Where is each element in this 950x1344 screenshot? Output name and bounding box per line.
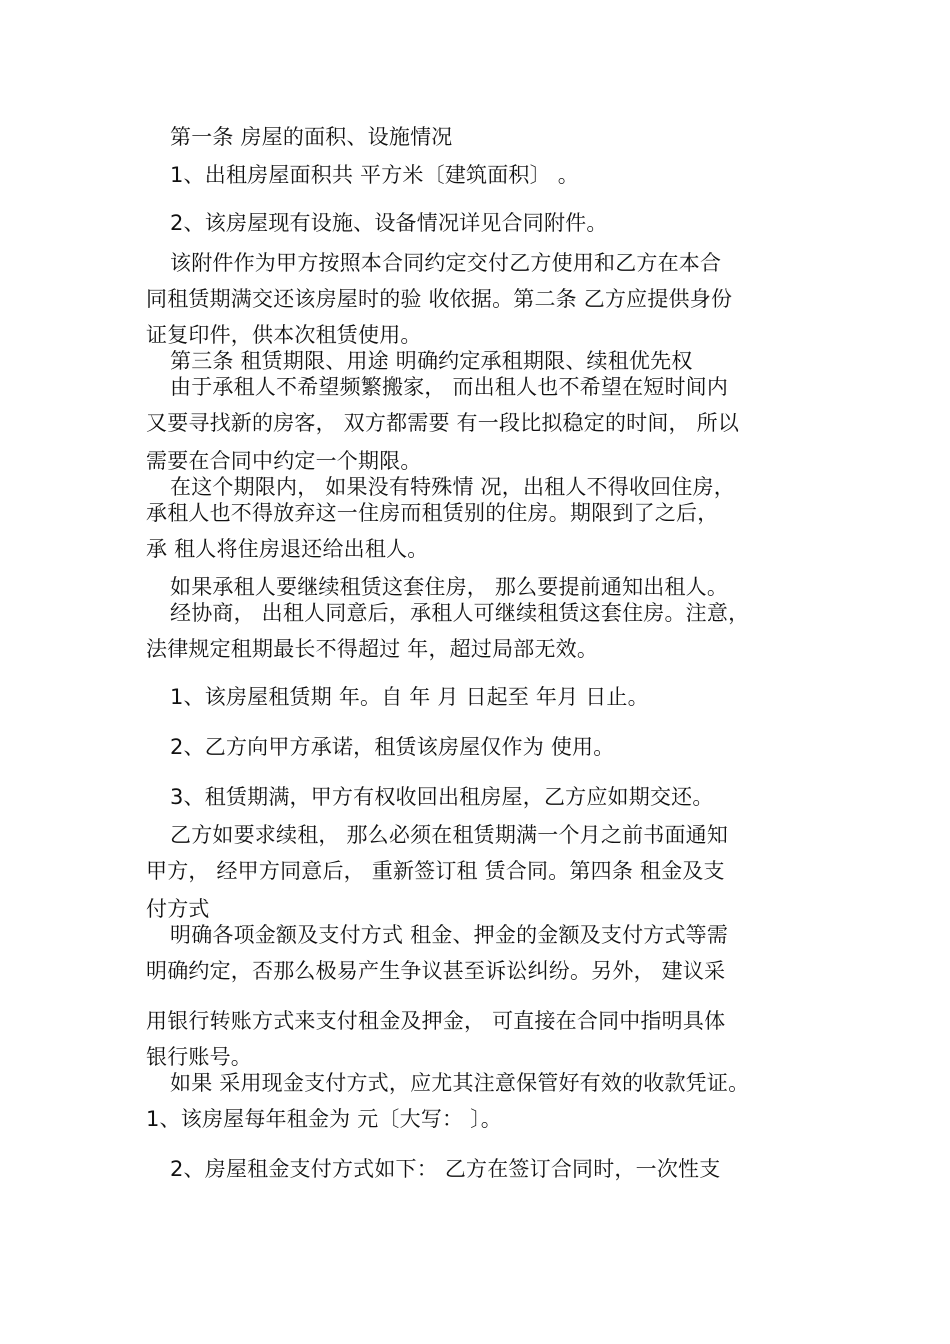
text-line: 证复印件，供本次租赁使用。: [146, 323, 422, 347]
text-line: 1、出租房屋面积共 平方米〔建筑面积〕 。: [170, 163, 579, 187]
text-line: 1、该房屋租赁期 年。自 年 月 日起至 年月 日止。: [170, 685, 649, 709]
text-line: 2、该房屋现有设施、设备情况详见合同附件。: [170, 211, 608, 235]
text-line: 需要在合同中约定一个期限。: [146, 449, 422, 473]
text-line: 该附件作为甲方按照本合同约定交付乙方使用和乙方在本合: [170, 251, 722, 275]
text-line: 乙方如要求续租， 那么必须在租赁期满一个月之前书面通知: [170, 823, 729, 847]
text-line: 法律规定租期最长不得超过 年，超过局部无效。: [146, 637, 599, 661]
text-line: 明确各项金额及支付方式 租金、押金的金额及支付方式等需: [170, 923, 729, 947]
text-line: 2、乙方向甲方承诺，租赁该房屋仅作为 使用。: [170, 735, 615, 759]
text-line: 2、房屋租金支付方式如下： 乙方在签订合同时，一次性支: [170, 1157, 721, 1181]
article-1-heading: 第一条 房屋的面积、设施情况: [170, 125, 453, 149]
text-line: 又要寻找新的房客， 双方都需要 有一段比拟稳定的时间， 所以: [146, 411, 740, 435]
text-line: 同租赁期满交还该房屋时的验 收依据。第二条 乙方应提供身份: [146, 287, 733, 311]
text-line: 用银行转账方式来支付租金及押金， 可直接在合同中指明具体: [146, 1009, 726, 1033]
text-line: 银行账号。: [146, 1045, 252, 1069]
text-line: 如果承租人要继续租赁这套住房， 那么要提前通知出租人。: [170, 575, 729, 599]
text-line: 如果 采用现金支付方式，应尤其注意保管好有效的收款凭证。: [170, 1071, 750, 1095]
text-line: 1、该房屋每年租金为 元〔大写： 〕。: [146, 1107, 503, 1131]
text-line: 甲方， 经甲方同意后， 重新签订租 赁合同。第四条 租金及支: [146, 859, 725, 883]
text-line: 3、租赁期满，甲方有权收回出租房屋，乙方应如期交还。: [170, 785, 714, 809]
text-line: 由于承租人不希望频繁搬家， 而出租人也不希望在短时间内: [170, 375, 729, 399]
text-line: 承租人也不得放弃这一住房而租赁别的住房。期限到了之后，: [146, 501, 719, 525]
text-line: 明确约定，否那么极易产生争议甚至诉讼纠纷。另外， 建议采: [146, 959, 726, 983]
text-line: 经协商， 出租人同意后，承租人可继续租赁这套住房。注意，: [170, 601, 750, 625]
text-line: 在这个期限内， 如果没有特殊情 况，出租人不得收回住房，: [170, 475, 735, 499]
article-3-heading: 第三条 租赁期限、用途 明确约定承租期限、续租优先权: [170, 349, 693, 373]
text-line: 付方式: [146, 897, 210, 921]
text-line: 承 租人将住房退还给出租人。: [146, 537, 429, 561]
